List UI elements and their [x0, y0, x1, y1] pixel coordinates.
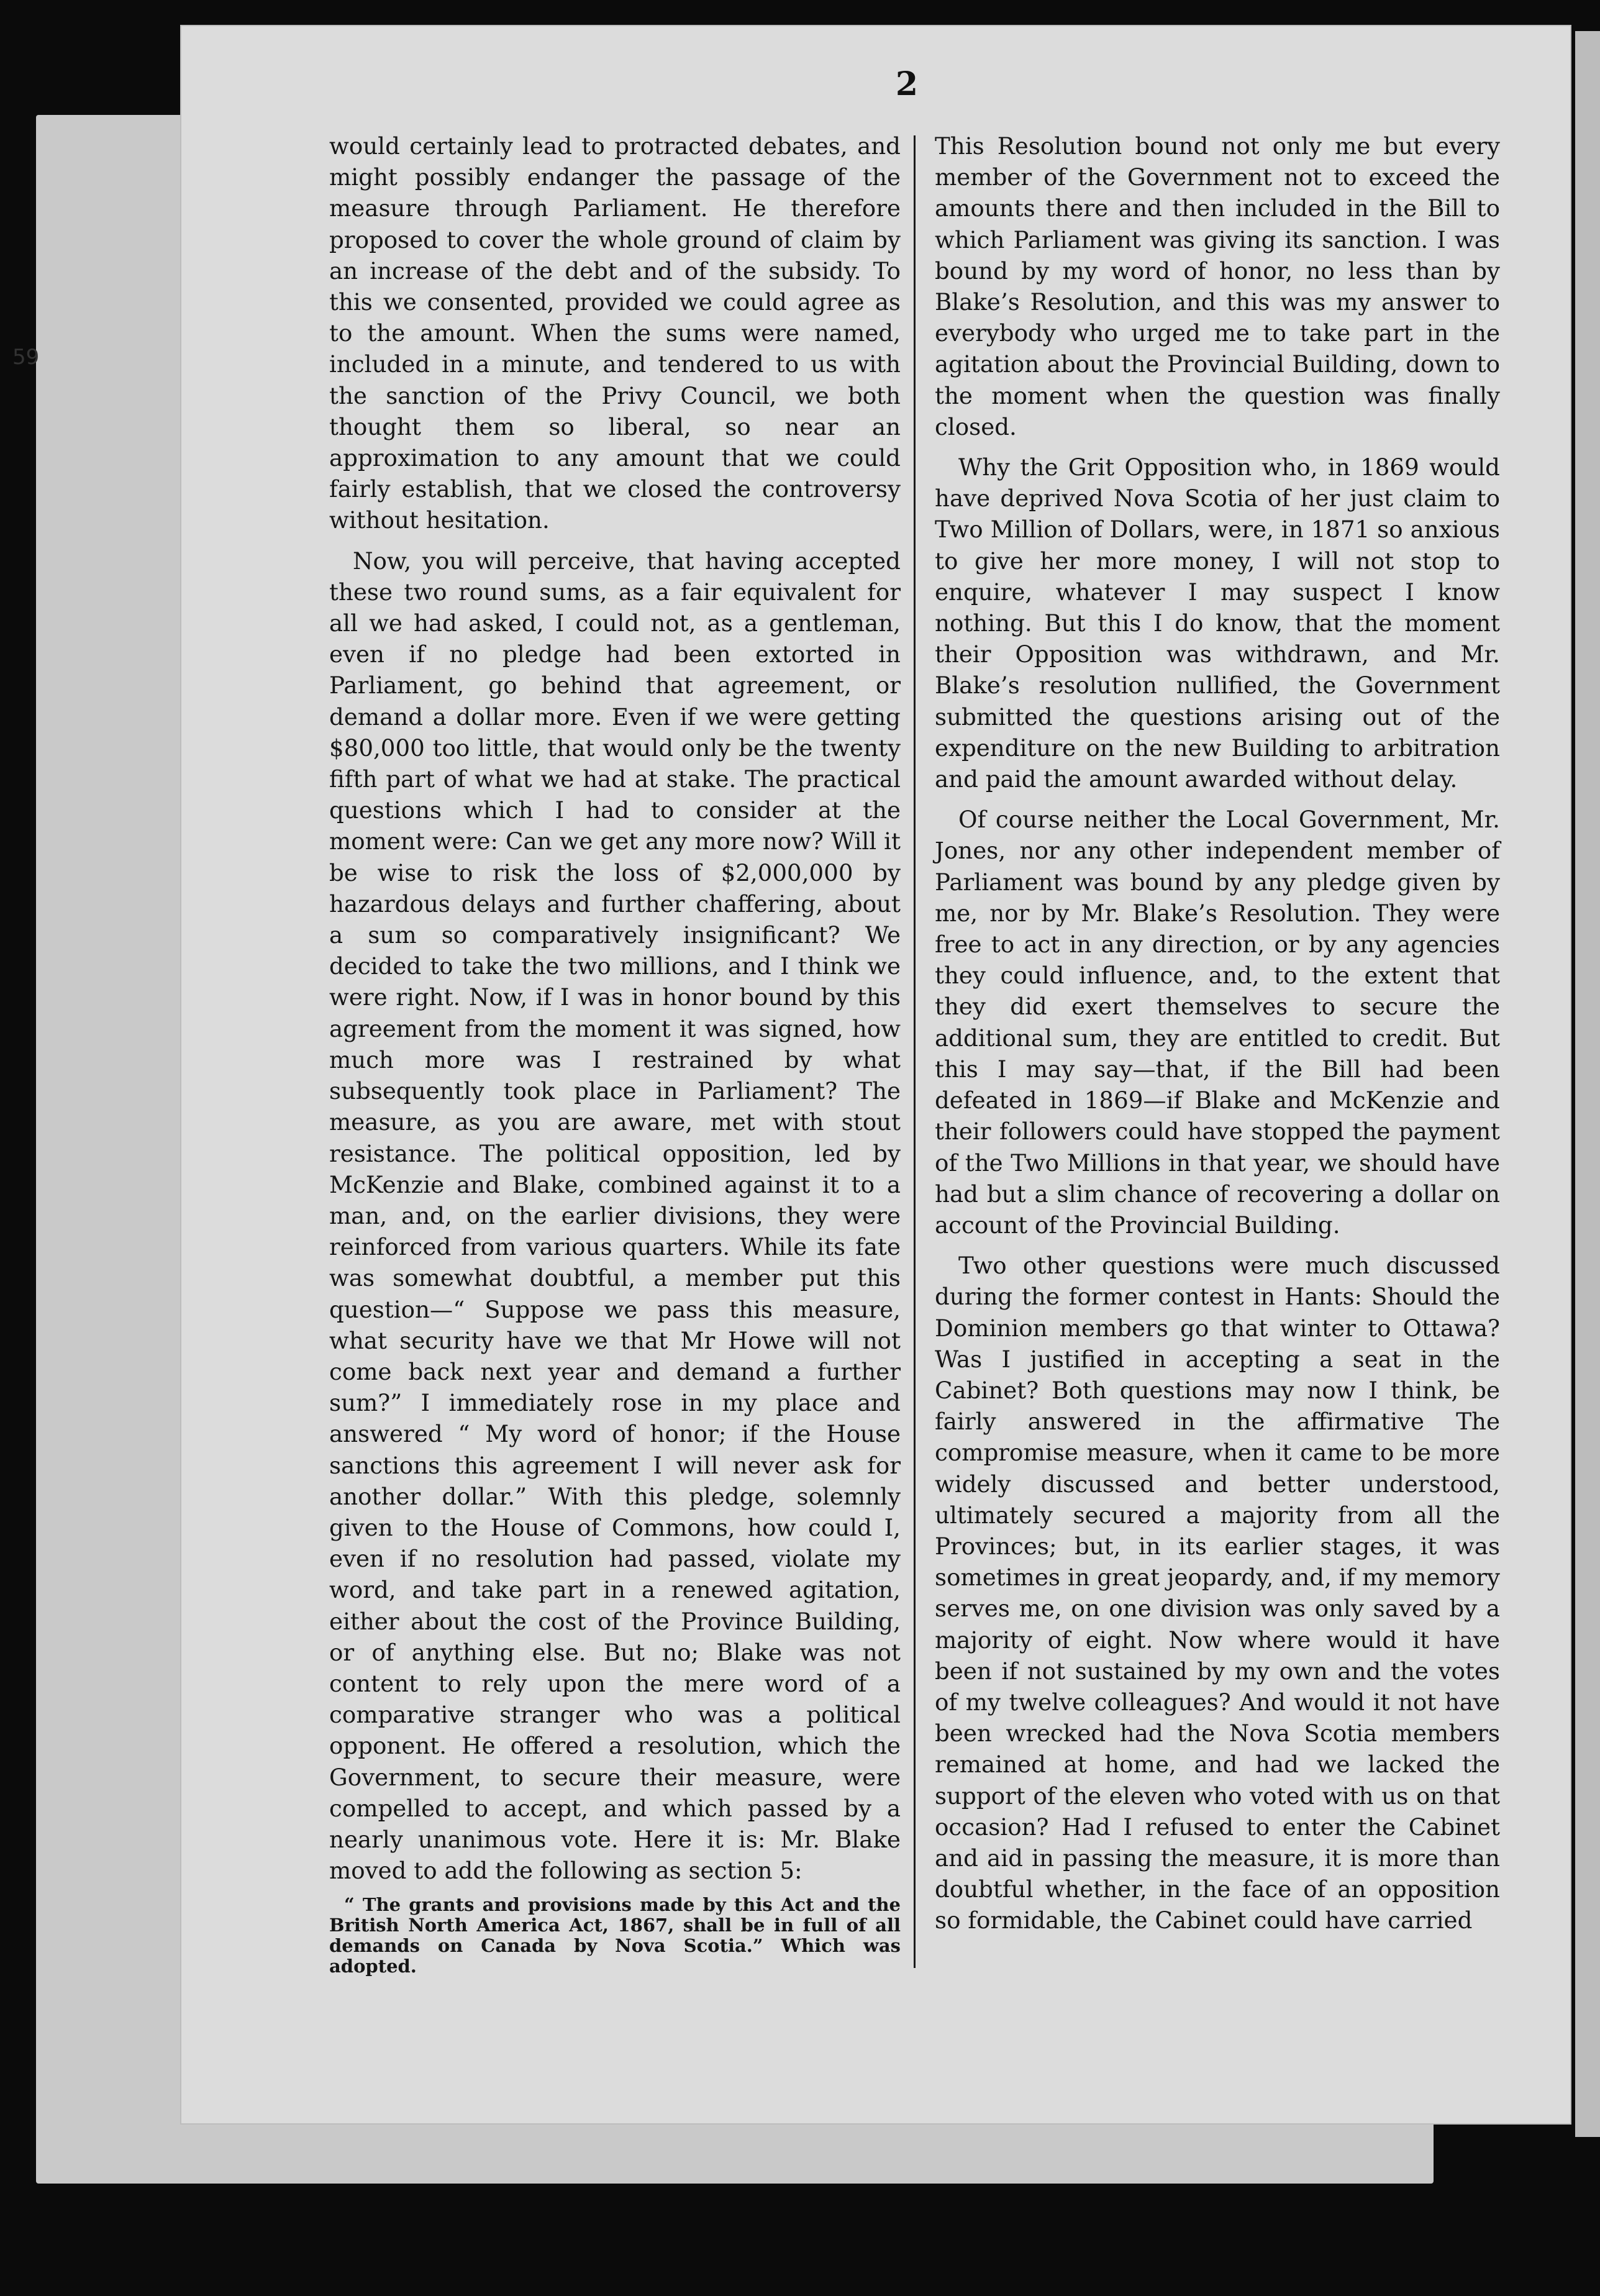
right-paragraph-1: This Resolution bound not only me but every member of the Government not to exceed the amounts there and then included in the Bill to which Parliament was giving its sanction. I was bound by my word of honor, no less than by Blake’s Resolution, and this was my answer to everybody who urged me to take part in the agitation about the Provincial Building, down to the moment when the question was finally closed. [935, 132, 1500, 440]
adjacent-page-edge [1575, 31, 1600, 2137]
page-number: 2 [895, 65, 919, 103]
left-paragraph-2: Now, you will perceive, that having accepted these two round sums, as a fair equivalent for all we had asked, I could not, as a gentleman, even if no pledge had been extorted in Parliament, go behind that agreement, or demand a dollar more. Even if we were getting $80,000 too little, that would only be the twenty fifth part of what we had at stake. The practical questions which I had to consider at the moment were: Can we get any more now? Will it be wise to risk the loss of $2,000,000 by hazardous delays and further chaffering, about a sum so comparatively insignificant? We decided to take the two millions, and I think we were right. Now, if I was in honor bound by this agreement from the moment it was signed, how much more was I restrained by what subsequently took place in Parliament? The measure, as you are aware, met with stout resistance. The political opposition, led by McKenzie and Blake, combined against it to a man, and, on the earlier divisions, they were reinforced from various quarters. While its fate was somewhat doubtful, a member put this question—“ Suppose we pass this measure, what security have we that Mr Howe will not come back next year and demand a further sum?” I immediately rose in my place and answered “ My word of honor; if the House sanctions this agreement I will never ask for another dollar.” With this pledge, solemnly given to the House of Commons, how could I, even if no resolution had passed, violate my word, and take part in a renewed agitation, either about the cost of the Province Building, or of anything else. But no; Blake was not content to rely upon the mere word of a comparative stranger who was a political opponent. He offered a resolution, which the Government, to secure their measure, were compelled to accept, and which passed by a nearly unanimous vote. Here it is: Mr. Blake moved to add the following as section 5: [329, 547, 901, 1885]
margin-annotation: 59 [12, 345, 40, 370]
resolution-quote: “ The grants and provisions made by this Act and the British North America Act, 1867, shall be in full of all demands on Canada by Nova Scotia.” Which was adopted. [329, 1894, 901, 1977]
left-column [329, 130, 901, 1977]
right-paragraph-3: Of course neither the Local Government, Mr. Jones, nor any other independent member of Parliament was bound by any pledge given by me, nor by Mr. Blake’s Resolution. They were free to act in any direction, or by any agencies they could influence, and, to the extent that they did exert themselves to secure the additional sum, they are entitled to credit. But this I may say—that, if the Bill had been defeated in 1869—if Blake and McKenzie and their followers could have stopped the payment of the Two Millions in that year, we should have had but a slim chance of recovering a dollar on account of the Provincial Building. [935, 806, 1500, 1239]
right-paragraph-2: Why the Grit Opposition who, in 1869 would have deprived Nova Scotia of her just claim to Two Million of Dollars, were, in 1871 so anxious to give her more money, I will not stop to enquire, whatever I may suspect I know nothing. But this I do know, that the moment their Opposition was withdrawn, and Mr. Blake’s resolution nullified, the Government submitted the questions arising out of the expenditure on the new Building to arbitration and paid the amount awarded without delay. [935, 453, 1500, 793]
column-divider [914, 135, 916, 1968]
left-paragraph-1: would certainly lead to protracted debates, and might possibly endanger the passage of the measure through Parliament. He therefore proposed to cover the whole ground of claim by an increase of the debt and of the subsidy. To this we consented, provided we could agree as to the amount. When the sums were named, included in a minute, and tendered to us with the sanction of the Privy Council, we both thought them so liberal, so near an approximation to any amount that we could fairly establish, that we closed the controversy without hesitation. [329, 132, 901, 534]
right-column [935, 130, 1500, 1936]
right-paragraph-4: Two other questions were much discussed during the former contest in Hants: Should the Dominion members go that winter to Ottawa? Was I justified in accepting a seat in the Cabinet? Both questions may now I think, be fairly answered in the affirmative The compromise measure, when it came to be more widely discussed and better understood, ultimately secured a majority from all the Provinces; but, in its earlier stages, it was sometimes in great jeopardy, and, if my memory serves me, on one division was only saved by a majority of eight. Now where would it have been if not sustained by my own and the votes of my twelve colleagues? And would it not have been wrecked had the Nova Scotia members remained at home, and had we lacked the support of the eleven who voted with us on that occasion? Had I refused to enter the Cabinet and aid in passing the measure, it is more than doubtful whether, in the face of an opposition so formidable, the Cabinet could have carried [935, 1252, 1500, 1934]
